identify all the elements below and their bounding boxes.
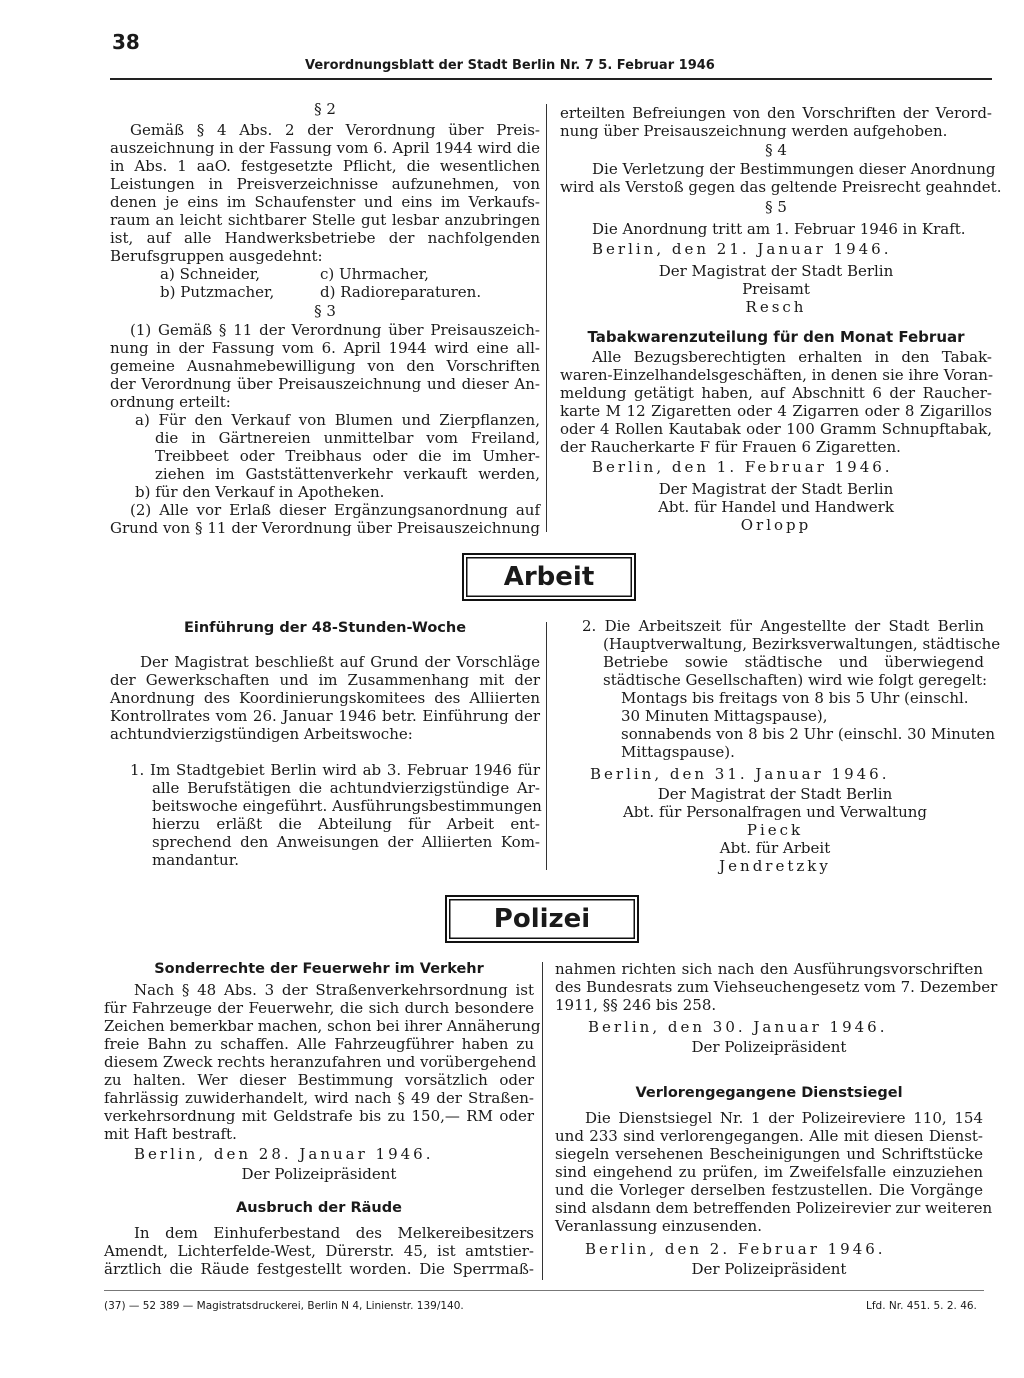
group-c: c) Uhrmacher, [320,265,429,283]
text-line: fahrlässig zuwiderhandelt, wird nach § 49 der Straßen- [104,1089,534,1107]
date-line: Berlin, den 31. Januar 1946. [590,765,890,783]
signature-authority: Der Magistrat der Stadt Berlin [658,262,894,280]
text-line: Veranlassung einzusenden. [555,1217,762,1235]
column-divider [546,622,547,870]
text-line: Montags bis freitags von 8 bis 5 Uhr (einschl. [621,689,969,707]
date-line: Berlin, den 1. Februar 1946. [592,458,893,476]
text-line: Der Magistrat beschließt auf Grund der Vorschläge [140,653,540,671]
date-line: Berlin, den 30. Januar 1946. [588,1018,888,1036]
text-line: mit Haft bestraft. [104,1125,237,1143]
text-line: (Hauptverwaltung, Bezirksverwaltungen, städtische [603,635,1001,653]
paragraph-5-title: § 5 [765,198,787,216]
text-line: Nach § 48 Abs. 3 der Straßenverkehrsordnung ist [134,981,534,999]
text-line: städtische Gesellschaften) wird wie folgt geregelt: [603,671,988,689]
text-line: und 233 sind verlorengegangen. Alle mit diesen Dienst- [555,1127,983,1145]
text-line: verkehrsordnung mit Geldstrafe bis zu 150,— RM oder [104,1107,534,1125]
signature-department: Abt. für Handel und Handwerk [658,498,894,516]
text-line: freie Bahn zu schaffen. Alle Fahrzeugführer haben zu [104,1035,534,1053]
text-line: achtundvierzigstündigen Arbeitswoche: [110,725,413,743]
text-line: ist, auf alle Handwerksbetriebe der nachfolgenden [110,229,540,247]
text-line: in Abs. 1 aaO. festgesetzte Pflicht, die wesentlichen [110,157,540,175]
signature-authority: Der Polizeipräsident [691,1038,847,1056]
text-line: denen je eins im Schaufenster und eins im Verkaufs- [110,193,540,211]
text-line: Die Anordnung tritt am 1. Februar 1946 in Kraft. [592,220,966,238]
text-line: sind alsdann dem betreffenden Polizeirevier zur weiteren [555,1199,993,1217]
signature-name: Orlopp [740,516,812,534]
text-line: Alle Bezugsberechtigten erhalten in den Tabak- [592,348,992,366]
footer-serial-number: Lfd. Nr. 451. 5. 2. 46. [866,1300,977,1312]
text-line: der Gewerkschaften und im Zusammenhang mit der [110,671,540,689]
text-line: nung in der Fassung vom 6. April 1944 wird eine all- [110,339,540,357]
group-b: b) Putzmacher, [160,283,275,301]
signature-authority: Der Magistrat der Stadt Berlin [657,785,893,803]
column-divider [542,962,543,1280]
text-line: die in Gärtnereien unmittelbar vom Freiland, [155,429,540,447]
signature-department: Abt. für Personalfragen und Verwaltung [622,803,928,821]
text-line: sind eingehend zu prüfen, im Zweifelsfalle einzuziehen [555,1163,983,1181]
text-line: In dem Einhuferbestand des Melkereibesitzers [134,1224,534,1242]
text-line: Betriebe sowie städtische und überwiegend [603,653,984,671]
signature-authority: Der Polizeipräsident [691,1260,847,1278]
group-a: a) Schneider, [160,265,261,283]
text-line: (2) Alle vor Erlaß dieser Ergänzungsanordnung auf [130,501,540,519]
text-line: des Bundesrats zum Viehseuchengesetz vom 7. Dezember [555,978,998,996]
text-line: nahmen richten sich nach den Ausführungsvorschriften [555,960,983,978]
text-line: erteilten Befreiungen von den Vorschriften der Verord- [560,104,992,122]
date-line: Berlin, den 21. Januar 1946. [592,240,892,258]
text-line: meldung getätigt haben, auf Abschnitt 6 der Raucher- [560,384,992,402]
paragraph-4-title: § 4 [765,141,787,159]
text-line: Berufsgruppen ausgedehnt: [110,247,323,265]
text-line: und die Vorleger derselben festzustellen. Die Vorgänge [555,1181,983,1199]
text-line: der Raucherkarte F für Frauen 6 Zigaretten. [560,438,901,456]
footer-rule [104,1290,984,1291]
text-line: ärztlich die Räude festgestellt worden. Die Sperrmaß- [104,1260,534,1278]
text-line: ziehen im Gaststättenverkehr verkauft werden, [155,465,540,483]
text-line: b) für den Verkauf in Apotheken. [135,483,385,501]
section-heading-arbeit: Arbeit [462,553,636,601]
signature-authority: Der Magistrat der Stadt Berlin [658,480,894,498]
text-line: beitswoche eingeführt. Ausführungsbestimmungen [152,797,542,815]
text-line: hierzu erläßt die Abteilung für Arbeit ent- [152,815,540,833]
text-line: sprechend den Anweisungen der Alliierten Kom- [152,833,540,851]
signature-name: Resch [745,298,807,316]
text-line: sonnabends von 8 bis 2 Uhr (einschl. 30 Minuten [621,725,996,743]
section-heading-polizei: Polizei [445,895,639,943]
arbeit-title: Einführung der 48-Stunden-Woche [183,620,467,636]
text-line: Gemäß § 4 Abs. 2 der Verordnung über Preis- [130,121,540,139]
footer-imprint: (37) — 52 389 — Magistratsdruckerei, Berlin N 4, Linienstr. 139/140. [104,1300,464,1312]
text-line: Leistungen in Preisverzeichnisse aufzunehmen, von [110,175,540,193]
text-line: Die Dienstsiegel Nr. 1 der Polizeireviere 110, 154 [585,1109,983,1127]
text-line: diesem Zweck rechts heranzufahren und vorübergehend [104,1053,537,1071]
text-line: nung über Preisauszeichnung werden aufgehoben. [560,122,948,140]
text-line: 1911, §§ 246 bis 258. [555,996,717,1014]
text-line: Treibbeet oder Treibhaus oder die im Umher- [155,447,540,465]
text-line: mandantur. [152,851,240,869]
dienstsiegel-title: Verlorengegangene Dienstsiegel [635,1085,903,1101]
date-line: Berlin, den 28. Januar 1946. [134,1145,434,1163]
raeude-title: Ausbruch der Räude [236,1200,402,1216]
text-line: waren-Einzelhandelsgeschäften, in denen sie ihre Voran- [560,366,994,384]
text-line: Kontrollrates vom 26. Januar 1946 betr. Einführung der [110,707,540,725]
page-number: 38 [112,30,140,54]
header-rule [110,78,992,80]
paragraph-3-title: § 3 [314,302,336,320]
signature-authority: Der Polizeipräsident [241,1165,397,1183]
text-line: ordnung erteilt: [110,393,231,411]
group-d: d) Radioreparaturen. [320,283,482,301]
text-line: 30 Minuten Mittagspause), [621,707,828,725]
text-line: auszeichnung in der Fassung vom 6. April 1944 wird die [110,139,540,157]
text-line: Zeichen bemerkbar machen, schon bei ihrer Annäherung [104,1017,541,1035]
text-line: oder 4 Rollen Kautabak oder 100 Gramm Schnupftabak, [560,420,992,438]
signature-department: Abt. für Arbeit [719,839,831,857]
signature-department: Preisamt [742,280,810,298]
text-line: karte M 12 Zigaretten oder 4 Zigarren oder 8 Zigarillos [560,402,992,420]
signature-name: Jendretzky [719,857,831,875]
text-line: 2. Die Arbeitszeit für Angestellte der Stadt Berlin [582,617,984,635]
text-line: gemeine Ausnahmebewilligung von den Vorschriften [110,357,540,375]
column-divider [546,104,547,532]
text-line: Mittagspause). [621,743,735,761]
text-line: siegeln versehenen Bescheinigungen und Schriftstücke [555,1145,983,1163]
paragraph-2-title: § 2 [314,100,336,118]
text-line: (1) Gemäß § 11 der Verordnung über Preisauszeich- [130,321,540,339]
text-line: für Fahrzeuge der Feuerwehr, die sich durch besondere [104,999,534,1017]
date-line: Berlin, den 2. Februar 1946. [585,1240,886,1258]
text-line: alle Berufstätigen die achtundvierzigstündige Ar- [152,779,540,797]
text-line: der Verordnung über Preisauszeichnung und dieser An- [110,375,540,393]
signature-name: Pieck [746,821,804,839]
text-line: Amendt, Lichterfelde-West, Dürerstr. 45, ist amtstier- [104,1242,534,1260]
tabak-title: Tabakwarenzuteilung für den Monat Februar [587,328,965,346]
text-line: wird als Verstoß gegen das geltende Preisrecht geahndet. [560,178,1002,196]
text-line: zu halten. Wer dieser Bestimmung vorsätzlich oder [104,1071,534,1089]
masthead: Verordnungsblatt der Stadt Berlin Nr. 7 5. Februar 1946 [305,58,715,73]
text-line: raum an leicht sichtbarer Stelle gut lesbar anzubringen [110,211,540,229]
text-line: Die Verletzung der Bestimmungen dieser Anordnung [592,160,996,178]
text-line: a) Für den Verkauf von Blumen und Zierpflanzen, [135,411,540,429]
text-line: 1. Im Stadtgebiet Berlin wird ab 3. Februar 1946 für [130,761,540,779]
text-line: Anordnung des Koordinierungskomitees des Alliierten [110,689,540,707]
text-line: Grund von § 11 der Verordnung über Preisauszeichnung [110,519,540,537]
feuerwehr-title: Sonderrechte der Feuerwehr im Verkehr [154,961,484,977]
